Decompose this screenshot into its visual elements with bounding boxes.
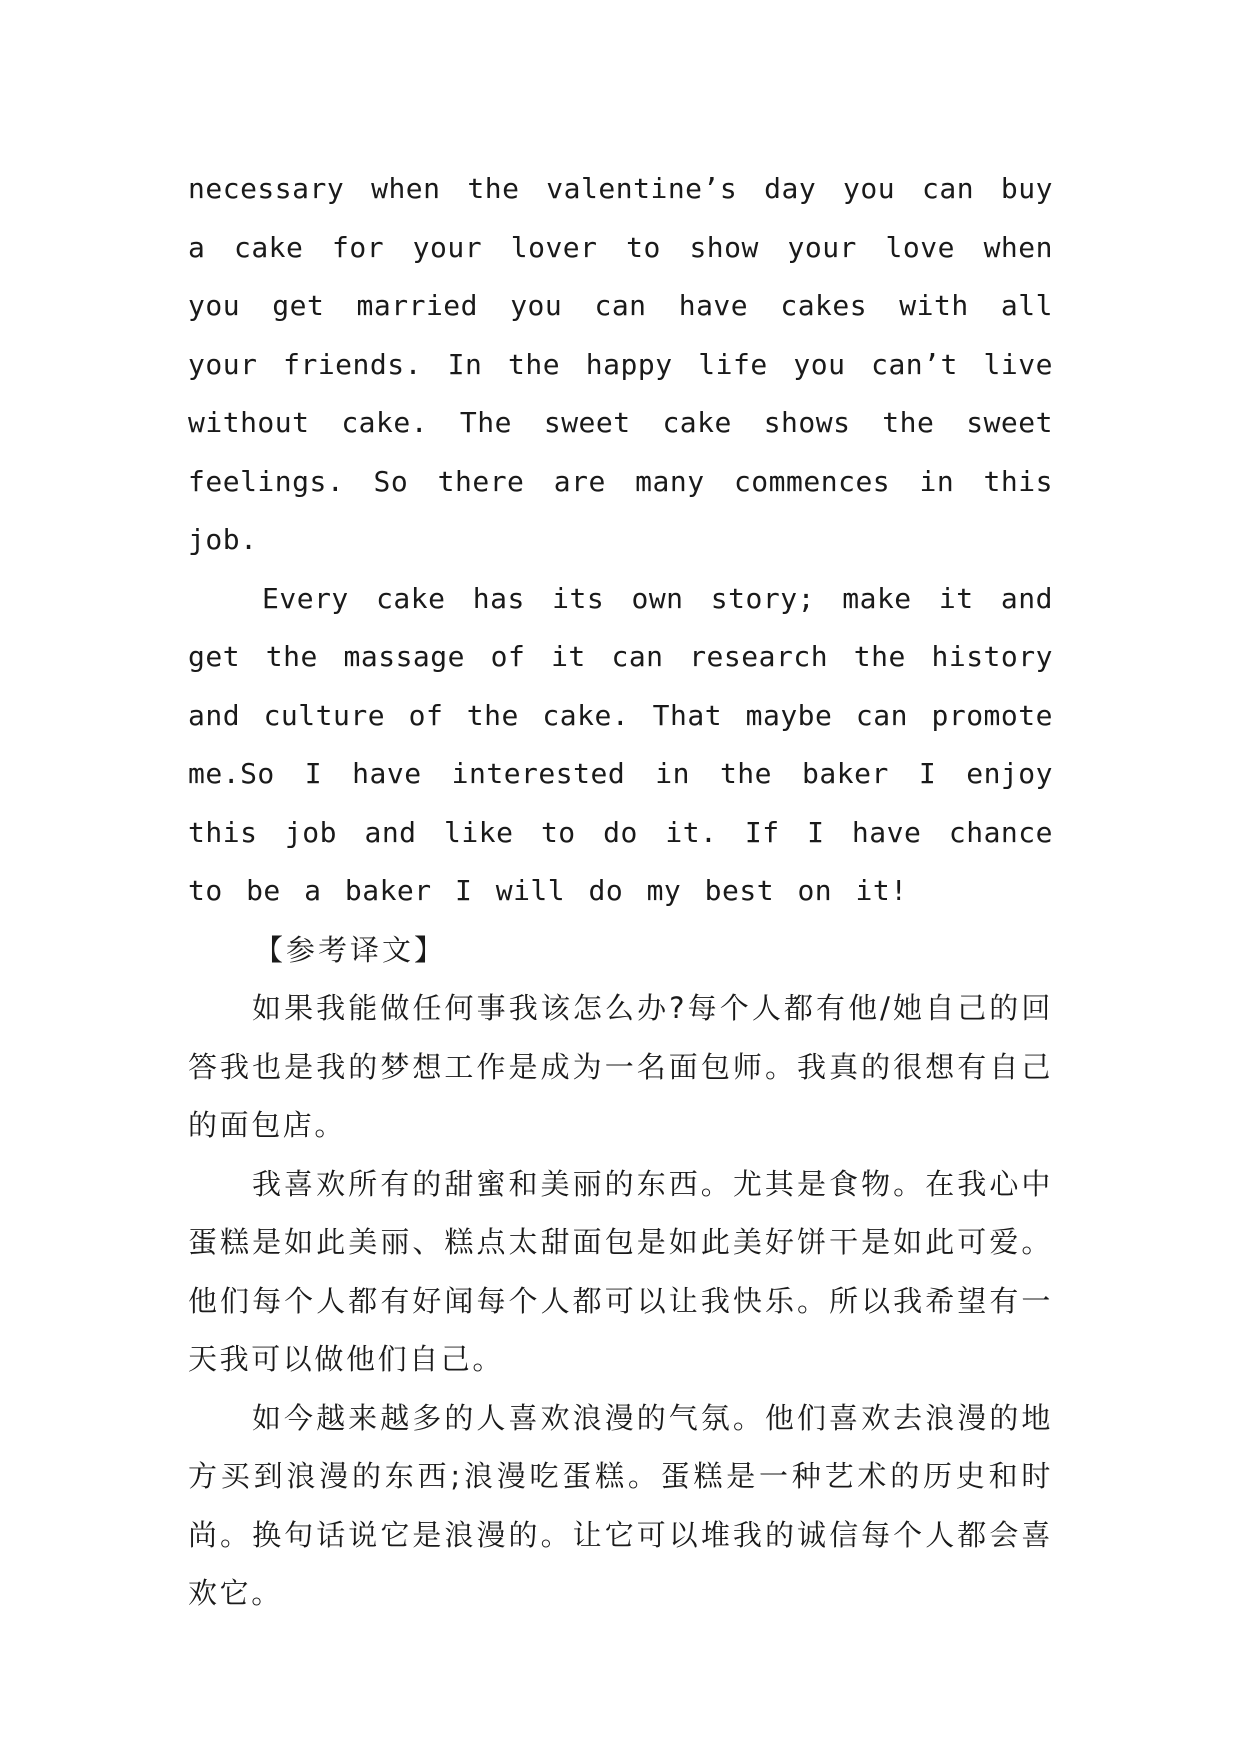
english-paragraph-2: Every cake has its own story; make it and get the massage of it can research the history and culture of the cake. That maybe can promote me.So I have interested in the baker I enjoy this job and like to do it. If I have chance to be a baker I will do my best on it! <box>188 581 1053 907</box>
chinese-paragraph-1: 如果我能做任何事我该怎么办?每个人都有他/她自己的回答我也是我的梦想工作是成为一名面包师。我真的很想有自己的面包店。 <box>188 991 1053 1142</box>
chinese-paragraph-2: 我喜欢所有的甜蜜和美丽的东西。尤其是食物。在我心中蛋糕是如此美丽、糕点太甜面包是如此美好饼干是如此可爱。他们每个人都有好闻每个人都可以让我快乐。所以我希望有一天我可以做他们自己。 <box>188 1166 1053 1376</box>
chinese-paragraph-3: 如今越来越多的人喜欢浪漫的气氛。他们喜欢去浪漫的地方买到浪漫的东西;浪漫吃蛋糕。蛋糕是一种艺术的历史和时尚。换句话说它是浪漫的。让它可以堆我的诚信每个人都会喜欢它。 <box>188 1400 1053 1610</box>
translation-heading: 【参考译文】 <box>254 932 447 967</box>
english-paragraph-1: necessary when the valentine’s day you can buy a cake for your lover to show your love when you get married you can have cakes with all your friends. In the happy life you can’t live without cake. The sweet cake shows the sweet feelings. So there are many commences in this job. <box>188 172 1053 556</box>
document-body <box>188 160 1053 1623</box>
